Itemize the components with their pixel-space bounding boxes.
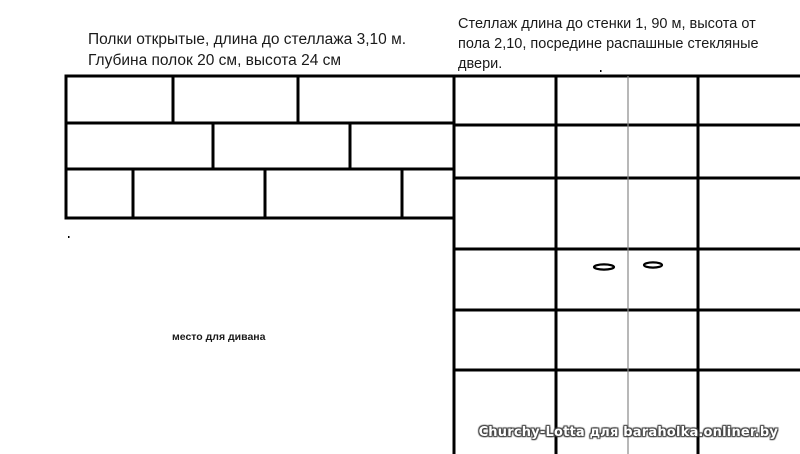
- rack-note: Стеллаж длина до стенки 1, 90 м, высота от пола 2,10, посредине распашные стекляные двери.: [458, 16, 759, 72]
- sofa-place-label: место для дивана: [172, 331, 266, 343]
- door-handle-left: [594, 264, 614, 269]
- watermark: Churchy-Lotta для baraholka.onliner.by: [478, 425, 778, 440]
- stray-marks: [68, 70, 602, 238]
- shelves-outline: [66, 76, 454, 218]
- door-handle-right: [644, 262, 662, 267]
- rack: [454, 76, 800, 454]
- open-shelves: [66, 76, 454, 218]
- stray-dot: [68, 236, 70, 238]
- shelves-note: Полки открытые, длина до стеллажа 3,10 м. Глубина полок 20 см, высота 24 см: [88, 31, 407, 69]
